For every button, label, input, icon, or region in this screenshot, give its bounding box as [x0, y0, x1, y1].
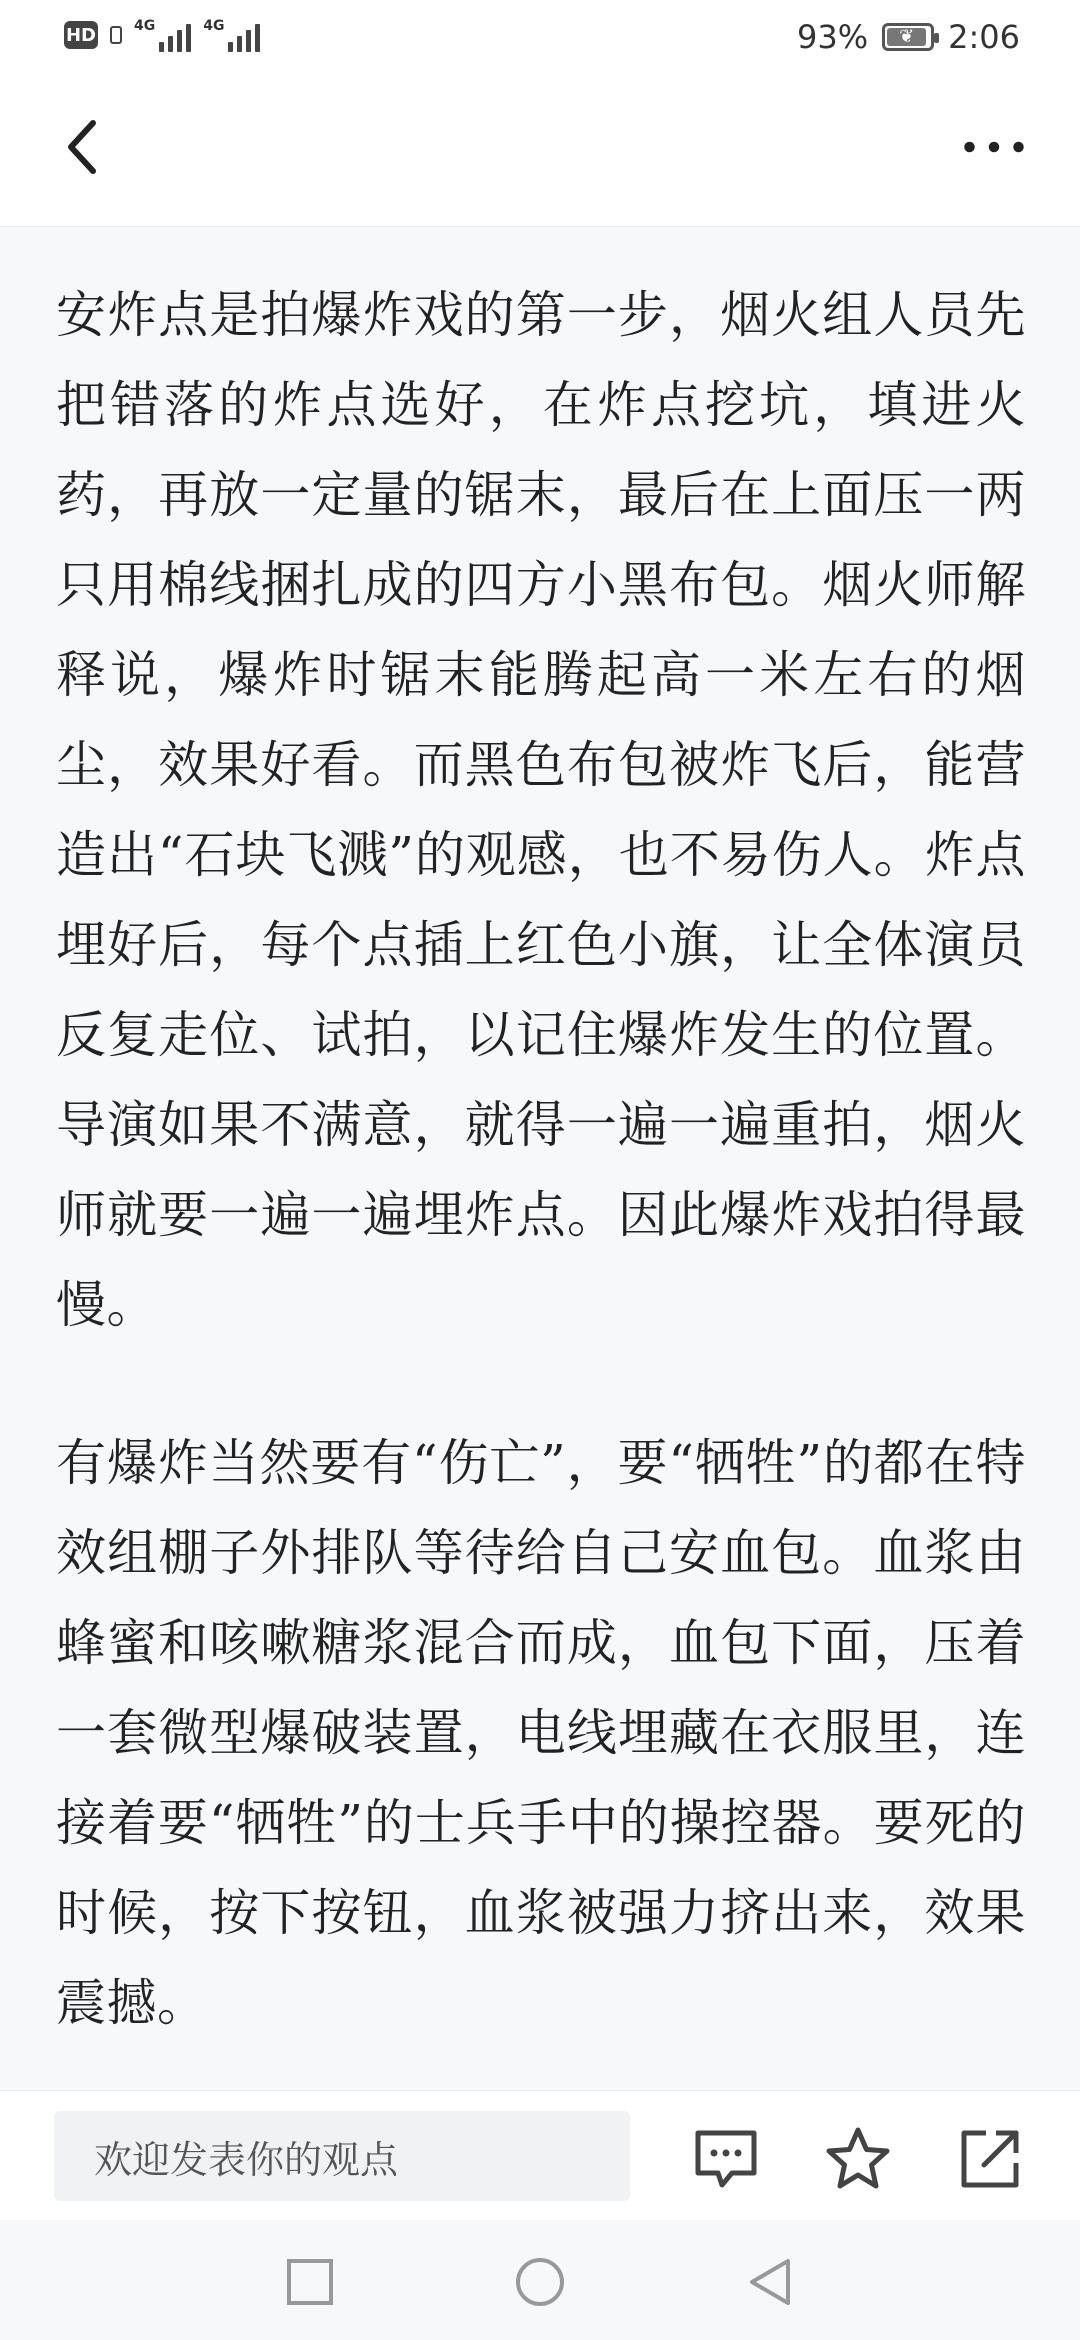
article-paragraph: 安炸点是拍爆炸戏的第一步，烟火组人员先把错落的炸点选好，在炸点挖坑，填进火药，再放一定量的锯末，最后在上面压一两只用棉线捆扎成的四方小黑布包。烟火师解释说，爆炸时锯末能腾起高一米左右的烟尘，效果好看。而黑色布包被炸飞后，能营造出“石块飞溅”的观感，也不易伤人。炸点埋好后，每个点插上红色小旗，让全体演员反复走位、试拍，以记住爆炸发生的位置。导演如果不满意，就得一遍一遍重拍，烟火师就要一遍一遍埋炸点。因此爆炸戏拍得最慢。	[56, 286, 1026, 1334]
network-type-1: 4G	[134, 18, 156, 34]
bottom-action-bar	[0, 2090, 1080, 2221]
triangle-back-icon	[744, 2256, 796, 2308]
sim-icon	[110, 26, 122, 44]
more-horizontal-icon	[959, 137, 1029, 157]
article-body	[56, 270, 1026, 2116]
article-paragraph: 有爆炸当然要有“伤亡”，要“牺牲”的都在特效组棚子外排队等待给自己安血包。血浆由蜂蜜和咳嗽糖浆混合而成，血包下面，压着一套微型爆破装置，电线埋藏在衣服里，连接着要“牺牲”的士兵手中的操控器。要死的时候，按下按钮，血浆被强力挤出来，效果震撼。	[56, 1434, 1026, 2032]
clock: 2:06	[948, 18, 1020, 56]
signal-icon-1	[134, 18, 191, 52]
status-right	[797, 18, 1020, 56]
comment-input[interactable]: 欢迎发表你的观点	[54, 2111, 630, 2201]
signal-bar	[177, 30, 182, 52]
more-options-button[interactable]	[954, 112, 1034, 182]
square-icon	[284, 2256, 336, 2308]
signal-bar	[186, 24, 191, 52]
hd-badge: HD	[64, 21, 98, 49]
system-navigation-bar	[0, 2220, 1080, 2340]
power-saving-icon: ❦	[899, 26, 915, 47]
recents-button[interactable]	[278, 2250, 342, 2314]
signal-bar	[255, 24, 260, 52]
signal-bar	[168, 36, 173, 52]
system-back-button[interactable]	[738, 2250, 802, 2314]
favorite-button[interactable]	[818, 2119, 898, 2199]
status-left	[64, 18, 260, 52]
share-icon	[956, 2125, 1024, 2193]
star-icon	[824, 2125, 892, 2193]
signal-bar	[246, 30, 251, 52]
circle-icon	[514, 2256, 566, 2308]
signal-bar	[237, 36, 242, 52]
signal-bar	[228, 42, 233, 52]
network-type-2: 4G	[203, 18, 225, 34]
status-bar	[0, 0, 1080, 72]
back-button[interactable]	[48, 112, 118, 182]
chevron-left-icon	[63, 117, 103, 177]
battery-icon	[882, 23, 934, 51]
top-app-bar	[0, 72, 1080, 227]
home-button[interactable]	[508, 2250, 572, 2314]
comment-icon	[692, 2125, 760, 2193]
share-button[interactable]	[950, 2119, 1030, 2199]
signal-icon-2	[203, 18, 260, 52]
battery-percent: 93%	[797, 18, 869, 56]
signal-bar	[159, 42, 164, 52]
comments-button[interactable]	[686, 2119, 766, 2199]
